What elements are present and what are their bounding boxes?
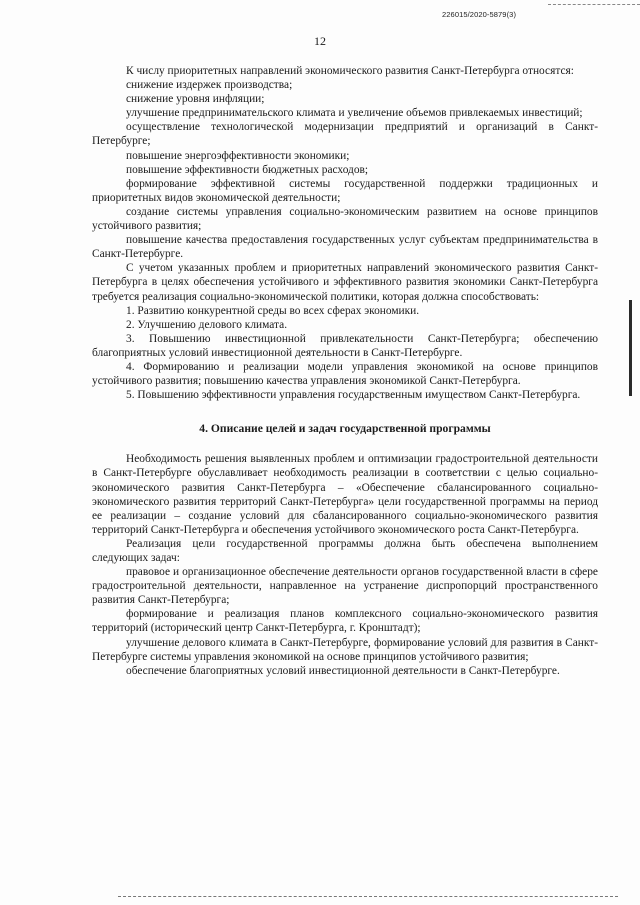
task-item: улучшение делового климата в Санкт-Петербурге, формирование условий для развития в Санкт-Петербурге системы управления экономикой на основе принципов устойчивого развития; xyxy=(92,636,598,663)
priority-item: повышение эффективности бюджетных расходов; xyxy=(126,163,369,176)
priority-item: снижение издержек производства; xyxy=(126,79,293,92)
priority-item: повышение энергоэффективности экономики; xyxy=(126,149,350,162)
priority-item: осуществление технологической модернизации предприятий и организаций в Санкт-Петербурге; xyxy=(92,121,598,148)
document-body xyxy=(92,64,598,678)
policy-intro: С учетом указанных проблем и приоритетных направлений экономического развития Санкт-Петербурга в целях обеспечения устойчивого и эффективного развития экономики Санкт-Петербурга требуется реализация социально-экономической политики, которая должна способствовать: xyxy=(92,262,598,303)
numbered-item: 4. Формированию и реализации модели управления экономикой на основе принципов устойчивого развития; повышению качества управления экономикой Санкт-Петербурга. xyxy=(92,360,598,388)
task-item: формирование и реализация планов комплексного социально-экономического развития территорий (исторический центр Санкт-Петербурга, г. Кронштадт); xyxy=(92,608,598,635)
scan-artifact-top-rule xyxy=(548,4,640,5)
section-heading: 4. Описание целей и задач государственной программы xyxy=(199,422,491,436)
tasks-intro: Реализация цели государственной программы должна быть обеспечена выполнением следующих задач: xyxy=(92,537,598,564)
priority-item: улучшение предпринимательского климата и увеличение объемов привлекаемых инвестиций; xyxy=(126,107,583,120)
priority-item: снижение уровня инфляции; xyxy=(126,93,265,106)
priority-item: создание системы управления социально-экономическим развитием на основе принципов устойчивого развития; xyxy=(92,205,598,233)
scan-artifact-edge-mark xyxy=(629,300,632,396)
numbered-item: 1. Развитию конкурентной среды во всех сферах экономики. xyxy=(126,304,420,317)
numbered-item: 2. Улучшению делового климата. xyxy=(126,318,288,331)
page-number: 12 xyxy=(314,34,326,48)
numbered-item: 5. Повышению эффективности управления государственным имуществом Санкт-Петербурга. xyxy=(126,389,581,402)
scan-artifact-bottom-rule xyxy=(118,896,618,897)
task-item: правовое и организационное обеспечение деятельности органов государственной власти в сфере градостроительной деятельности, направленное на устранение диспропорций пространственного развития Санкт-Петербурга; xyxy=(92,566,598,607)
numbered-item: 3. Повышению инвестиционной привлекательности Санкт-Петербурга; обеспечению благоприятных условий инвестиционной деятельности в Санкт-Петербурге. xyxy=(92,332,598,359)
priority-item: повышение качества предоставления государственных услуг субъектам предпринимательства в Санкт-Петербурге. xyxy=(92,234,598,261)
goal-paragraph: Необходимость решения выявленных проблем и оптимизации градостроительной деятельности в Санкт-Петербурге обуславливает необходимость реализации в соответствии с целью социально-экономического развития Санкт-Петербурга – «Обеспечение сбалансированного социально-экономического развития территорий Санкт-Петербурга» цели государственной программы на период ее реализации – создание условий для сбалансированного социально-экономического развития территорий Санкт-Петербурга и обеспечения устойчивого экономического роста Санкт-Петербурга. xyxy=(92,453,598,536)
priority-item: формирование эффективной системы государственной поддержки традиционных и приоритетных видов экономической деятельности; xyxy=(92,177,598,204)
task-item: обеспечение благоприятных условий инвестиционной деятельности в Санкт-Петербурге. xyxy=(126,664,560,677)
priority-intro: К числу приоритетных направлений экономического развития Санкт-Петербурга относятся: xyxy=(126,65,574,77)
document-registration-number: 226015/2020-5879(3) xyxy=(442,10,517,19)
